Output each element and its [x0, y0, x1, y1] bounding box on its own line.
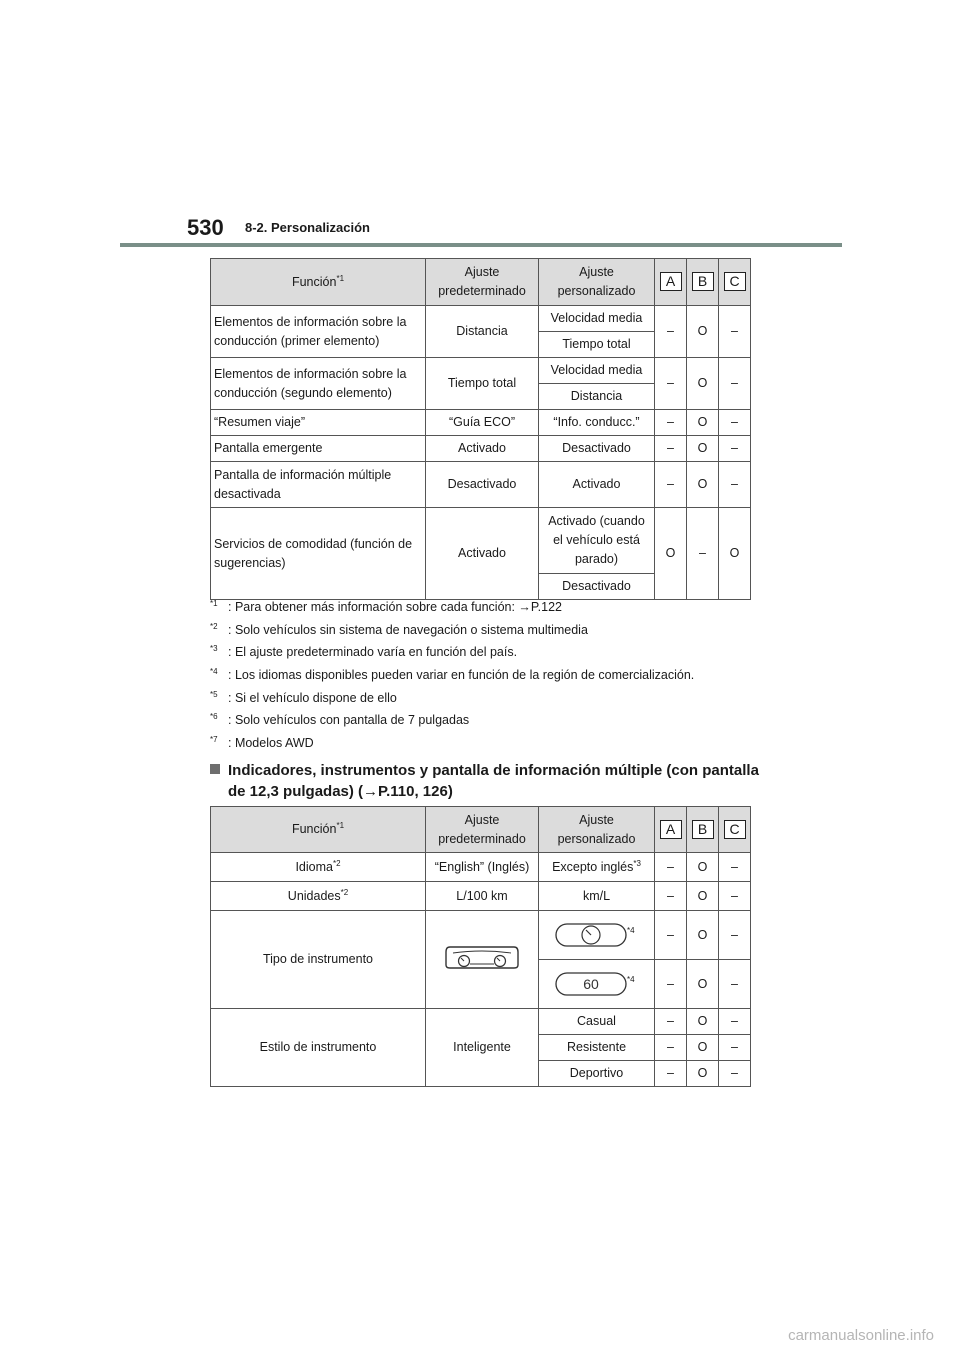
dual-gauge-meter-icon: [444, 944, 520, 970]
table-cell: Pantalla emergente: [211, 436, 426, 462]
table-cell: Deportivo: [539, 1061, 655, 1087]
table-cell: O: [687, 911, 719, 960]
table-cell: Elementos de información sobre la conducción (primer elemento): [211, 306, 426, 358]
table-cell: O: [687, 1009, 719, 1035]
header-c: C: [719, 259, 751, 306]
table-cell: O: [655, 508, 687, 600]
header-c: C: [719, 807, 751, 853]
table-cell: –: [719, 1035, 751, 1061]
watermark: carmanualsonline.info: [788, 1327, 934, 1344]
table-cell: Servicios de comodidad (función de sugerencias): [211, 508, 426, 600]
table-cell: Resistente: [539, 1035, 655, 1061]
table-cell: –: [655, 882, 687, 911]
header-function: Función$^{*1}$: [211, 807, 426, 853]
table-cell: –: [719, 911, 751, 960]
table-cell: Estilo de instrumento: [211, 1009, 426, 1087]
table-cell: Velocidad media: [539, 358, 655, 384]
table-cell: Activado: [426, 436, 539, 462]
table-cell: O: [687, 882, 719, 911]
table-cell: Tiempo total: [539, 332, 655, 358]
table-cell: O: [719, 508, 751, 600]
table-cell: –: [719, 462, 751, 508]
table-cell: Desactivado: [539, 436, 655, 462]
header-custom: Ajuste personalizado: [539, 259, 655, 306]
table-cell: O: [687, 410, 719, 436]
table-cell: “English” (Inglés): [426, 853, 539, 882]
table-cell: –: [655, 1009, 687, 1035]
customization-table-2: [210, 806, 751, 1087]
table-cell: “Resumen viaje”: [211, 410, 426, 436]
table-cell: –: [655, 1035, 687, 1061]
table-cell: –: [655, 911, 687, 960]
customization-table-1: [210, 258, 751, 600]
table-cell: Pantalla de información múltiple desactivada: [211, 462, 426, 508]
table-cell: *4: [539, 911, 655, 960]
table-cell: –: [655, 410, 687, 436]
table-cell: –: [687, 508, 719, 600]
table-cell: –: [719, 1061, 751, 1087]
table-cell: Tipo de instrumento: [211, 911, 426, 1009]
section-title: 8-2. Personalización: [245, 220, 370, 235]
table-cell: –: [719, 882, 751, 911]
table-cell: “Guía ECO”: [426, 410, 539, 436]
table-cell: Idioma$^{*2}$: [211, 853, 426, 882]
table-cell: Distancia: [539, 384, 655, 410]
footnote: $^{*7}$ : Modelos AWD: [210, 734, 314, 751]
table-cell: –: [655, 358, 687, 410]
digital-meter-icon: [555, 972, 627, 996]
analog-meter-icon: [555, 923, 627, 947]
table-cell: Elementos de información sobre la conducción (segundo elemento): [211, 358, 426, 410]
header-function: Función$^{*1}$: [211, 259, 426, 306]
table-cell: Desactivado: [426, 462, 539, 508]
table-cell: Activado: [539, 462, 655, 508]
header-custom: Ajuste personalizado: [539, 807, 655, 853]
footnote: $^{*4}$ : Los idiomas disponibles pueden variar en función de la región de comercialización.: [210, 666, 695, 683]
table-cell: O: [687, 358, 719, 410]
table-cell: –: [719, 410, 751, 436]
footnote: $^{*1}$ : Para obtener más información sobre cada función: →P.122: [210, 598, 562, 614]
table-cell: Excepto inglés$^{*3}$: [539, 853, 655, 882]
header-a: A: [655, 807, 687, 853]
header-default: Ajuste predeterminado: [426, 807, 539, 853]
table-cell: O: [687, 1061, 719, 1087]
table-cell: L/100 km: [426, 882, 539, 911]
table-cell: Activado: [426, 508, 539, 600]
table-cell: Desactivado: [539, 574, 655, 600]
table-cell: –: [655, 853, 687, 882]
table-cell: –: [719, 358, 751, 410]
table-cell: O: [687, 462, 719, 508]
header-b: B: [687, 807, 719, 853]
table-cell: [426, 911, 539, 1009]
section-subheading: Indicadores, instrumentos y pantalla de información múltiple (con pantalla de 12,3 pulgadas) (→P.110, 126): [210, 760, 770, 802]
footnotes: [210, 596, 694, 755]
page-number: 530: [187, 215, 224, 240]
table-cell: –: [655, 436, 687, 462]
table-cell: Unidades$^{*2}$: [211, 882, 426, 911]
footnote: $^{*2}$ : Solo vehículos sin sistema de navegación o sistema multimedia: [210, 621, 588, 637]
table-cell: O: [687, 1035, 719, 1061]
header-a: A: [655, 259, 687, 306]
table-cell: O: [687, 306, 719, 358]
table-cell: –: [655, 306, 687, 358]
footnote: $^{*6}$ : Solo vehículos con pantalla de 7 pulgadas: [210, 712, 470, 728]
table-cell: –: [655, 960, 687, 1009]
table-cell: Inteligente: [426, 1009, 539, 1087]
table-cell: Tiempo total: [426, 358, 539, 410]
table-cell: Casual: [539, 1009, 655, 1035]
table-cell: O: [687, 436, 719, 462]
table-cell: km/L: [539, 882, 655, 911]
digital-meter-value: 60: [583, 976, 599, 992]
table-cell: “Info. conducc.”: [539, 410, 655, 436]
footnote: $^{*3}$ : El ajuste predeterminado varía en función del país.: [210, 644, 518, 660]
table-cell: –: [655, 462, 687, 508]
table-cell: –: [719, 853, 751, 882]
table-cell: O: [687, 853, 719, 882]
table-cell: 60 $^{*4}$: [539, 960, 655, 1009]
header-rule: [120, 243, 842, 247]
table-cell: Distancia: [426, 306, 539, 358]
table-cell: Velocidad media: [539, 306, 655, 332]
table-cell: –: [655, 1061, 687, 1087]
square-bullet-icon: [210, 764, 220, 774]
table-cell: Activado (cuando el vehículo está parado): [539, 508, 655, 574]
table-cell: –: [719, 1009, 751, 1035]
table-cell: O: [687, 960, 719, 1009]
table-cell: –: [719, 436, 751, 462]
footnote: $^{*5}$ : Si el vehículo dispone de ello: [210, 689, 397, 705]
table-cell: –: [719, 960, 751, 1009]
header-b: B: [687, 259, 719, 306]
table-cell: –: [719, 306, 751, 358]
header-default: Ajuste predeterminado: [426, 259, 539, 306]
